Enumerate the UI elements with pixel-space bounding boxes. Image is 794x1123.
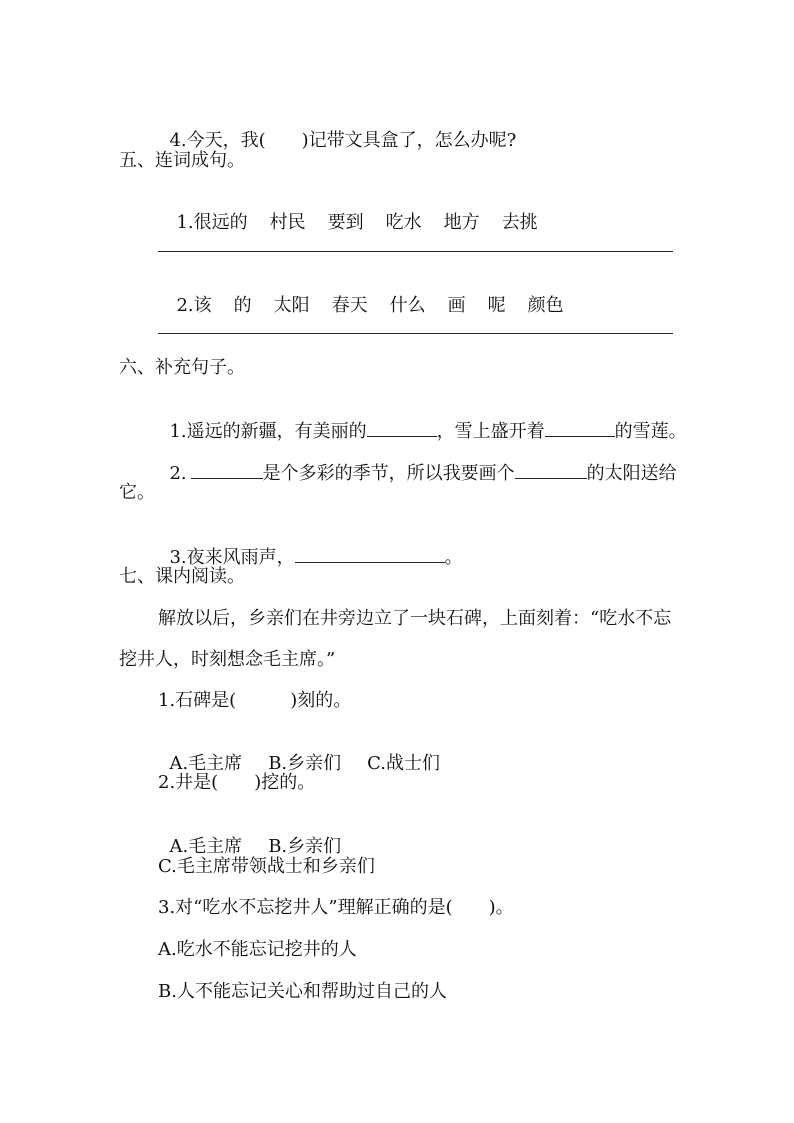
option-a[interactable]: A.毛主席 bbox=[169, 753, 243, 774]
answer-line[interactable] bbox=[158, 251, 673, 252]
sentence-1 bbox=[158, 398, 687, 443]
sentence-text: 。 bbox=[444, 547, 463, 568]
question-1-options bbox=[158, 731, 466, 775]
fill-blank[interactable] bbox=[515, 462, 587, 479]
fill-blank[interactable] bbox=[295, 546, 445, 563]
option-a[interactable]: A.毛主席 bbox=[169, 836, 243, 857]
option-b[interactable]: B.乡亲们 bbox=[268, 753, 342, 774]
word-token: 呢 bbox=[487, 295, 506, 316]
sentence-3 bbox=[158, 524, 463, 569]
word-token: 去挑 bbox=[501, 212, 538, 233]
fill-blank[interactable] bbox=[545, 420, 615, 437]
section-6-heading: 六、补充句子。 bbox=[119, 357, 245, 378]
section-5-item-2 bbox=[165, 273, 586, 317]
word-token: 什么 bbox=[389, 295, 426, 316]
sentence-number: 2. bbox=[169, 463, 187, 484]
word-token: 画 bbox=[447, 295, 466, 316]
word-token: 要到 bbox=[327, 212, 364, 233]
item-label: 2. bbox=[176, 295, 194, 316]
sentence-2-continuation: 它。 bbox=[119, 482, 155, 503]
word-token: 地方 bbox=[443, 212, 480, 233]
option-c[interactable]: C.战士们 bbox=[367, 753, 440, 774]
question-2: 2.井是( )挖的。 bbox=[158, 772, 316, 793]
question-4 bbox=[158, 108, 516, 152]
fill-blank[interactable] bbox=[191, 462, 263, 479]
word-token: 太阳 bbox=[273, 295, 310, 316]
passage-line-2: 挖井人，时刻想念毛主席。” bbox=[119, 649, 336, 670]
sentence-text: 的雪莲。 bbox=[614, 421, 687, 442]
question-1: 1.石碑是( )刻的。 bbox=[158, 690, 352, 711]
fill-blank[interactable] bbox=[367, 420, 437, 437]
option-b[interactable]: B.人不能忘记关心和帮助过自己的人 bbox=[158, 981, 447, 1002]
section-5-heading: 五、连词成句。 bbox=[119, 150, 245, 171]
sentence-text: 的太阳送给 bbox=[586, 463, 677, 484]
sentence-text: 是个多彩的季节，所以我要画个 bbox=[262, 463, 515, 484]
answer-line[interactable] bbox=[158, 333, 673, 334]
sentence-text: ，雪上盛开着 bbox=[436, 421, 545, 442]
sentence-text: 3.夜来风雨声， bbox=[169, 547, 295, 568]
section-5-item-1 bbox=[165, 190, 560, 234]
section-7-heading: 七、课内阅读。 bbox=[119, 566, 245, 587]
option-b[interactable]: B.乡亲们 bbox=[268, 836, 342, 857]
word-token: 很远的 bbox=[193, 212, 248, 233]
question-3: 3.对“吃水不忘挖井人”理解正确的是( )。 bbox=[158, 897, 514, 918]
sentence-text: 1.遥远的新疆，有美丽的 bbox=[169, 421, 367, 442]
option-a[interactable]: A.吃水不能忘记挖井的人 bbox=[158, 939, 357, 960]
word-token: 颜色 bbox=[527, 295, 564, 316]
sentence-2 bbox=[158, 440, 677, 485]
item-label: 1. bbox=[176, 212, 194, 233]
word-token: 的 bbox=[233, 295, 252, 316]
question-2-options bbox=[158, 814, 367, 858]
word-token: 春天 bbox=[331, 295, 368, 316]
option-c[interactable]: C.毛主席带领战士和乡亲们 bbox=[158, 856, 375, 877]
word-token: 吃水 bbox=[385, 212, 422, 233]
question-4-text: 4.今天，我( )记带文具盒了，怎么办呢? bbox=[169, 130, 517, 151]
word-token: 该 bbox=[193, 295, 212, 316]
passage-line-1: 解放以后，乡亲们在井旁边立了一块石碑，上面刻着：“吃水不忘 bbox=[158, 608, 672, 629]
word-token: 村民 bbox=[269, 212, 306, 233]
